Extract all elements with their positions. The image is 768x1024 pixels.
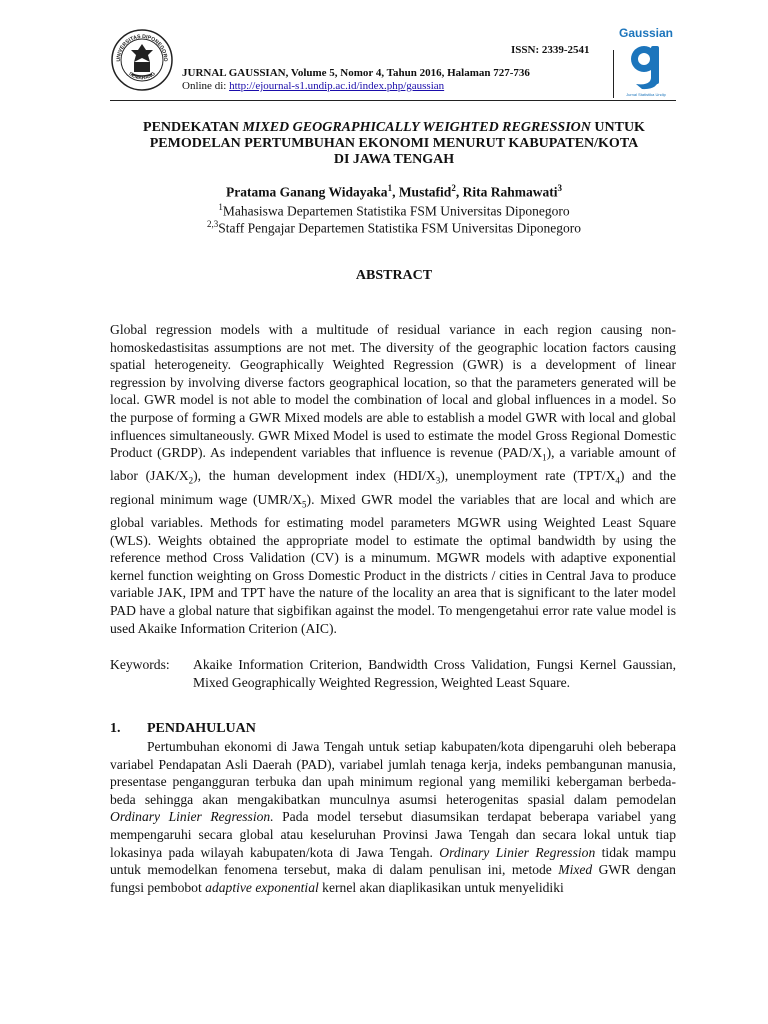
logo-word: Gaussian <box>618 26 674 40</box>
section-title: PENDAHULUAN <box>147 721 256 736</box>
keywords-text: Akaike Information Criterion, Bandwidth Cross Validation, Fungsi Kernel Gaussian, Mixed Geographically Weighted Regression, Weighted Least Square. <box>193 657 676 690</box>
title-line-2: PEMODELAN PERTUMBUHAN EKONOMI MENURUT KABUPATEN/KOTA <box>149 136 639 151</box>
affiliation-1: $^1$Mahasiswa Departemen Statistika FSM Universitas Diponegoro <box>218 202 570 219</box>
section-heading <box>110 721 256 737</box>
issn: ISSN: 2339-2541 <box>511 44 590 56</box>
header-horizontal-rule <box>110 100 676 101</box>
abstract-body: Global regression models with a multitude of residual variance in each region causing non-homoskedastisitas assumptions are not met. The diversity of the geographic location factors causing spatial heterogeneity. Geographically Weighted Regression (GWR) is a development of linear regression by involving diverse factors geographical location, so that the parameters generated will be local. GWR model is not able to model the combination of local and global influences in a model. So the purpose of forming a GWR Mixed models are able to establish a model GWR with local and global influences simultaneously. GWR Mixed Model is used to estimate the model Gross Regional Domestic Product (GRDP). As independent variables that influence is revenue $(PAD/X_1)$, a variable amount of labor $(JAK/X_2)$, the human development index $(HDI/X_3)$, unemployment rate $(TPT/X_4)$ and the regional minimum wage $(UMR/X_5)$. Mixed GWR model the variables that are local and which are global variables. Methods for estimating model parameters MGWR using Weighted Least Square (WLS). Weights obtained the appropriate model to estimate the optimal bandwidth by using the reference method Cross Validation (CV) is a minumum. MGWR models with adaptive exponential kernel function weighting on Gross Domestic Product in the districts / cities in Central Java to produce variable JAK, IPM and TPT have the nature of the locality an area that is significant to the later model PAD have a global nature that sigbifikan against the model. To mengengetahui error rate value model is used Akaike Information Criterion (AIC). <box>110 322 677 636</box>
online-line <box>182 80 444 92</box>
journal-citation: JURNAL GAUSSIAN, Volume 5, Nomor 4, Tahun 2016, Halaman 727-736 <box>182 67 530 79</box>
introduction-paragraph: Pertumbuhan ekonomi di Jawa Tengah untuk setiap kabupaten/kota dipengaruhi oleh beberapa variabel Pendapatan Asli Daerah (PAD), variabel jumlah tenaga kerja, indeks pembangunan manusia, presentase pengangguran terbuka dan upah minimum regional yang memiliki kebergaman berbeda-beda sehingga akan mengakibatkan munculnya asumsi heterogenitas spasial dalam pemodelan Ordinary Linier Regression. Pada model tersebut diasumsikan terdapat beberapa variabel yang mempengaruhi secara global atau keseluruhan Provinsi Jawa Tengah dan secara lokal untuk tiap lokasinya pada wilayah kabupaten/kota di Jawa Tengah. Ordinary Linier Regression tidak mampu untuk memodelkan fenomena tersebut, maka di dalam penulisan ini, metode Mixed GWR dengan fungsi pembobot adaptive exponential kernel akan diaplikasikan untuk menyelidiki <box>110 739 676 895</box>
affiliation-2: $^{2,3}$Staff Pengajar Departemen Statistika FSM Universitas Diponegoro <box>207 219 581 236</box>
online-prefix: Online di: <box>182 80 230 92</box>
gaussian-logo <box>618 26 674 98</box>
section-number: 1. <box>110 721 121 736</box>
keywords-label: Keywords: <box>110 657 170 672</box>
author-list: Pratama Ganang Widayaka$^1$, Mustafid$^2$, Rita Rahmawati$^3$ <box>226 183 562 200</box>
title-line-1: PENDEKATAN MIXED GEOGRAPHICALLY WEIGHTED REGRESSION UNTUK <box>143 120 645 135</box>
seal-top-text: UNIVERSITAS DIPONEGORO <box>115 33 169 62</box>
university-seal-logo <box>110 28 174 92</box>
abstract-heading: ABSTRACT <box>355 268 433 283</box>
paper-title <box>100 120 688 168</box>
journal-url-link[interactable]: http://ejournal-s1.undip.ac.id/index.php/gaussian <box>229 80 445 92</box>
title-line-3: DI JAWA TENGAH <box>333 152 455 167</box>
logo-caption: Jurnal Statistika Undip <box>626 92 666 97</box>
seal-bottom-text: SEMARANG <box>127 70 157 82</box>
header-vertical-divider <box>613 50 614 98</box>
keywords-block <box>110 656 676 691</box>
